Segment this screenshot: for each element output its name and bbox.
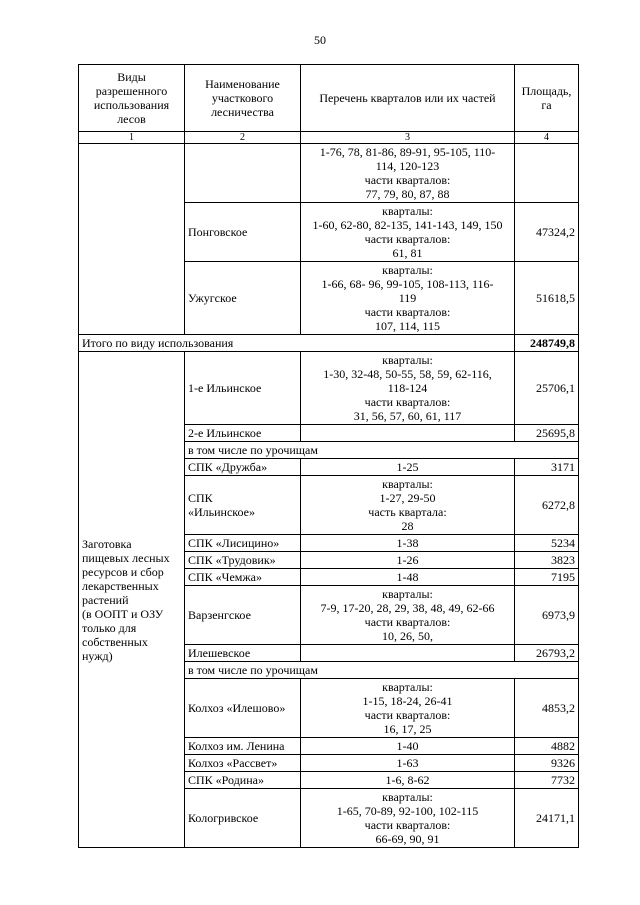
area-value: 25695,8 — [515, 425, 579, 442]
header-forestry-name: Наименование участкового лесничества — [185, 65, 301, 132]
area-value: 25706,1 — [515, 352, 579, 425]
quarters-list: 1-63 — [301, 755, 515, 772]
area-value: 7195 — [515, 569, 579, 586]
quarters-list — [301, 425, 515, 442]
usage-type-cell: Заготовка пищевых лесных ресурсов и сбор лекарственных растений (в ООПТ и ОЗУ только для собственных нужд) — [79, 352, 185, 848]
area-value: 6973,9 — [515, 586, 579, 645]
area-value: 7732 — [515, 772, 579, 789]
forestry-name: СПК «Дружба» — [185, 459, 301, 476]
quarters-list: кварталы: 1-60, 62-80, 82-135, 141-143, 149, 150 части кварталов: 61, 81 — [301, 203, 515, 262]
subgroup-label: в том числе по урочищам — [185, 662, 579, 679]
quarters-list: 1-25 — [301, 459, 515, 476]
column-number: 4 — [515, 132, 579, 144]
header-usage-type: Виды разрешенного использования лесов — [79, 65, 185, 132]
header-area: Площадь, га — [515, 65, 579, 132]
area-value: 6272,8 — [515, 476, 579, 535]
total-area: 248749,8 — [515, 335, 579, 352]
header-quarters-list: Перечень кварталов или их частей — [301, 65, 515, 132]
quarters-list: 1-26 — [301, 552, 515, 569]
forest-usage-table — [78, 64, 579, 848]
forestry-name: 1-е Ильинское — [185, 352, 301, 425]
area-value: 26793,2 — [515, 645, 579, 662]
total-row — [79, 335, 579, 352]
quarters-list: кварталы: 1-27, 29-50 часть квартала: 28 — [301, 476, 515, 535]
area-value — [515, 144, 579, 203]
forestry-name: СПК «Родина» — [185, 772, 301, 789]
forestry-name: СПК «Чемжа» — [185, 569, 301, 586]
forestry-name — [185, 144, 301, 203]
quarters-list: кварталы: 1-15, 18-24, 26-41 части кварталов: 16, 17, 25 — [301, 679, 515, 738]
area-value: 3823 — [515, 552, 579, 569]
area-value: 9326 — [515, 755, 579, 772]
quarters-list: 1-6, 8-62 — [301, 772, 515, 789]
quarters-list: 1-48 — [301, 569, 515, 586]
column-number: 1 — [79, 132, 185, 144]
area-value: 51618,5 — [515, 262, 579, 335]
area-value: 47324,2 — [515, 203, 579, 262]
quarters-list: кварталы: 1-30, 32-48, 50-55, 58, 59, 62-116, 118-124 части кварталов: 31, 56, 57, 60, 61, 117 — [301, 352, 515, 425]
quarters-list: 1-38 — [301, 535, 515, 552]
table-row — [79, 144, 579, 203]
forestry-name: Илешевское — [185, 645, 301, 662]
quarters-list: кварталы: 7-9, 17-20, 28, 29, 38, 48, 49, 62-66 части кварталов: 10, 26, 50, — [301, 586, 515, 645]
quarters-list: 1-76, 78, 81-86, 89-91, 95-105, 110- 114, 120-123 части кварталов: 77, 79, 80, 87, 88 — [301, 144, 515, 203]
forestry-name: СПК «Лисицино» — [185, 535, 301, 552]
area-value: 3171 — [515, 459, 579, 476]
quarters-list: кварталы: 1-65, 70-89, 92-100, 102-115 части кварталов: 66-69, 90, 91 — [301, 789, 515, 848]
area-value: 5234 — [515, 535, 579, 552]
forestry-name: Колхоз им. Ленина — [185, 738, 301, 755]
quarters-list: кварталы: 1-66, 68- 96, 99-105, 108-113, 116- 119 части кварталов: 107, 114, 115 — [301, 262, 515, 335]
page-number: 50 — [314, 33, 326, 47]
forestry-name: Колхоз «Рассвет» — [185, 755, 301, 772]
area-value: 4882 — [515, 738, 579, 755]
forestry-name: СПК «Трудовик» — [185, 552, 301, 569]
quarters-list: 1-40 — [301, 738, 515, 755]
area-value: 4853,2 — [515, 679, 579, 738]
forestry-name: 2-е Ильинское — [185, 425, 301, 442]
area-value: 24171,1 — [515, 789, 579, 848]
forestry-name: Колхоз «Илешово» — [185, 679, 301, 738]
usage-type-cell — [79, 144, 185, 335]
forestry-name: СПК «Ильинское» — [185, 476, 301, 535]
forestry-name: Кологривское — [185, 789, 301, 848]
column-number: 2 — [185, 132, 301, 144]
header-row — [79, 65, 579, 132]
table-row — [79, 352, 579, 425]
total-label: Итого по виду использования — [79, 335, 515, 352]
forestry-name: Ужугское — [185, 262, 301, 335]
forestry-name: Понговское — [185, 203, 301, 262]
column-number-row — [79, 132, 579, 144]
column-number: 3 — [301, 132, 515, 144]
forestry-name: Варзенгское — [185, 586, 301, 645]
subgroup-label: в том числе по урочищам — [185, 442, 579, 459]
quarters-list — [301, 645, 515, 662]
